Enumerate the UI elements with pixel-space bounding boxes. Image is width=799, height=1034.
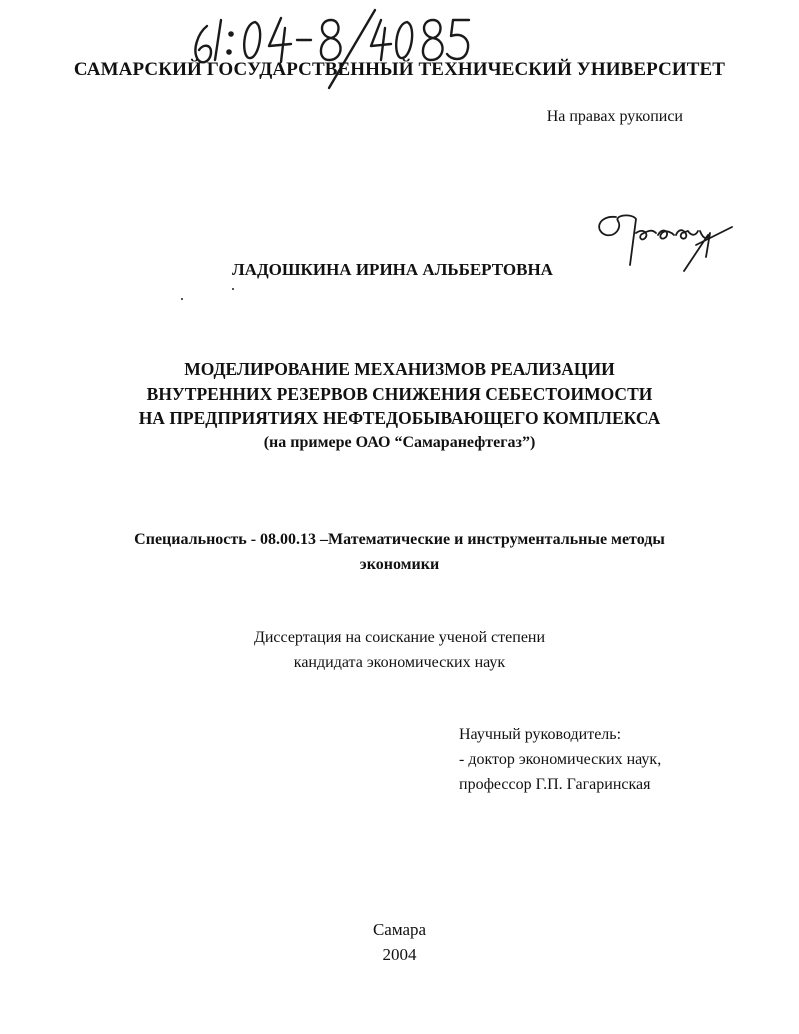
title-subtitle: (на примере ОАО “Самаранефтегаз”) [263,433,536,451]
degree-line: кандидата экономических наук [293,654,506,671]
author-name: ЛАДОШКИНА ИРИНА АЛЬБЕРТОВНА [232,260,553,279]
university-name: САМАРСКИЙ ГОСУДАРСТВЕННЫЙ ТЕХНИЧЕСКИЙ УНИВЕРСИТЕТ [73,59,726,80]
place-and-year [0,917,799,967]
scan-speck [181,298,183,300]
title-line: МОДЕЛИРОВАНИЕ МЕХАНИЗМОВ РЕАЛИЗАЦИИ [184,359,615,379]
advisor-degree: - доктор экономических наук, [459,751,662,768]
scientific-advisor [459,722,661,797]
title-line: ВНУТРЕННИХ РЕЗЕРВОВ СНИЖЕНИЯ СЕБЕСТОИМОСТИ [146,383,653,404]
manuscript-rights-note: На правах рукописи [546,108,683,125]
year: 2004 [382,945,417,964]
advisor-name: профессор Г.П. Гагаринская [459,776,651,793]
degree-statement [0,625,799,675]
specialty-line: Специальность - 08.00.13 –Математические и инструментальные методы [134,531,665,548]
archive-stamp-handwriting [185,6,475,96]
title-line: НА ПРЕДПРИЯТИЯХ НЕФТЕДОБЫВАЮЩЕГО КОМПЛЕКСА [138,408,661,428]
degree-line: Диссертация на соискание ученой степени [253,629,546,646]
specialty [0,527,799,577]
specialty-line: экономики [359,556,440,573]
scan-speck [232,288,234,290]
city: Самара [372,920,427,939]
advisor-heading: Научный руководитель: [459,726,622,743]
author-signature [592,205,742,275]
dissertation-title [0,357,799,455]
